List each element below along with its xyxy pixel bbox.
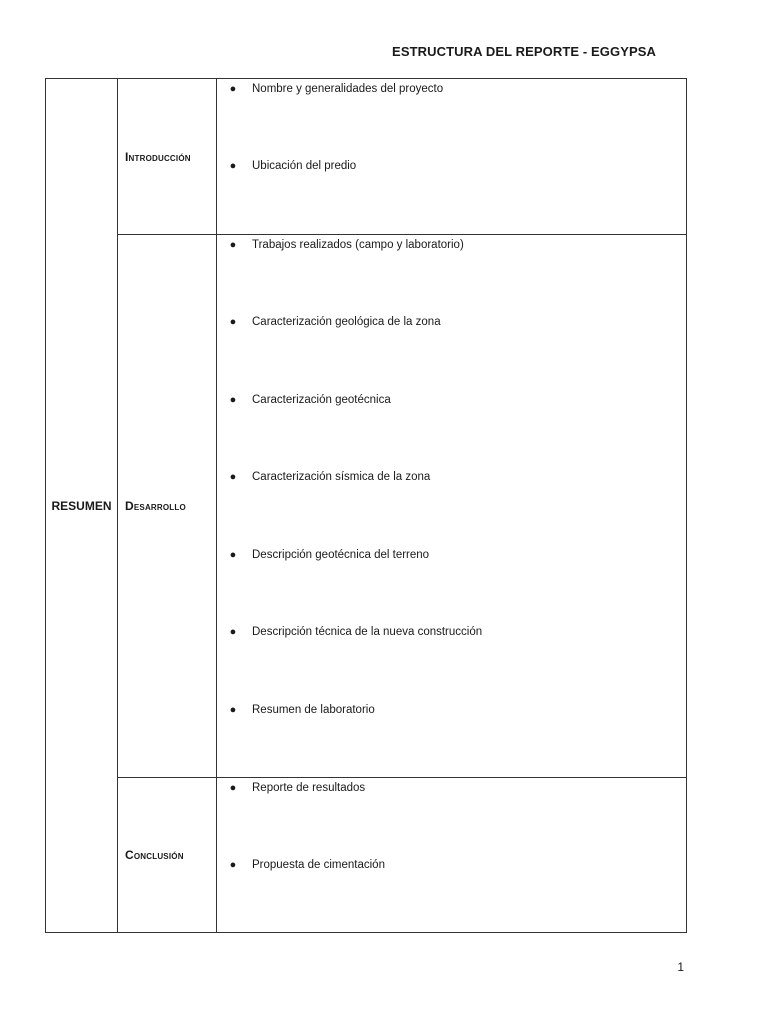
list-item [217, 547, 686, 563]
bullet-dot-icon: ● [229, 160, 237, 172]
table-row-conclusion [46, 778, 687, 933]
section-label-cell [118, 778, 217, 933]
list-item [217, 780, 686, 796]
bullet-dot-icon: ● [229, 704, 237, 716]
section-label-conclusion: Conclusión [125, 848, 184, 862]
list-item-text: Propuesta de cimentación [252, 859, 385, 871]
section-label-cell [118, 79, 217, 235]
list-item-text: Descripción geotécnica del terreno [252, 549, 430, 561]
section-label-introduccion: Introducción [125, 149, 191, 164]
list-item [217, 702, 686, 718]
list-item [217, 857, 686, 873]
list-item [217, 314, 686, 330]
bullet-dot-icon: ● [229, 626, 237, 638]
list-item [217, 158, 686, 174]
page-number: 1 [677, 960, 684, 974]
bullet-dot-icon: ● [229, 316, 237, 328]
table-row-introduccion [46, 79, 687, 235]
list-item-text: Caracterización geotécnica [252, 394, 391, 406]
table-row-desarrollo [46, 235, 687, 778]
bullet-list-conclusion [217, 778, 687, 933]
bullet-dot-icon: ● [229, 471, 237, 483]
list-item [217, 237, 686, 253]
section-label-desarrollo: Desarrollo [125, 499, 186, 513]
list-item [217, 392, 686, 408]
bullet-list-desarrollo [217, 235, 687, 778]
list-item-text: Ubicación del predio [252, 160, 357, 172]
list-item [217, 469, 686, 485]
section-label-cell [118, 235, 217, 778]
bullet-dot-icon: ● [229, 549, 237, 561]
main-label-cell [46, 79, 118, 933]
bullet-dot-icon: ● [229, 859, 237, 871]
list-item-text: Caracterización sísmica de la zona [252, 471, 431, 483]
bullet-dot-icon: ● [229, 782, 237, 794]
list-item-text: Trabajos realizados (campo y laboratorio) [252, 239, 464, 251]
report-structure-table [45, 78, 687, 933]
list-item [217, 81, 686, 97]
bullet-list-introduccion [217, 79, 687, 235]
list-item-text: Reporte de resultados [252, 782, 366, 794]
list-item-text: Resumen de laboratorio [252, 704, 375, 716]
list-item-text: Caracterización geológica de la zona [252, 316, 441, 328]
list-item-text: Descripción técnica de la nueva construcción [252, 626, 483, 638]
list-item [217, 624, 686, 640]
bullet-dot-icon: ● [229, 239, 237, 251]
bullet-dot-icon: ● [229, 394, 237, 406]
main-label: RESUMEN [51, 498, 112, 513]
document-title: ESTRUCTURA DEL REPORTE - EGGYPSA [392, 44, 656, 59]
list-item-text: Nombre y generalidades del proyecto [252, 83, 444, 95]
bullet-dot-icon: ● [229, 83, 237, 95]
